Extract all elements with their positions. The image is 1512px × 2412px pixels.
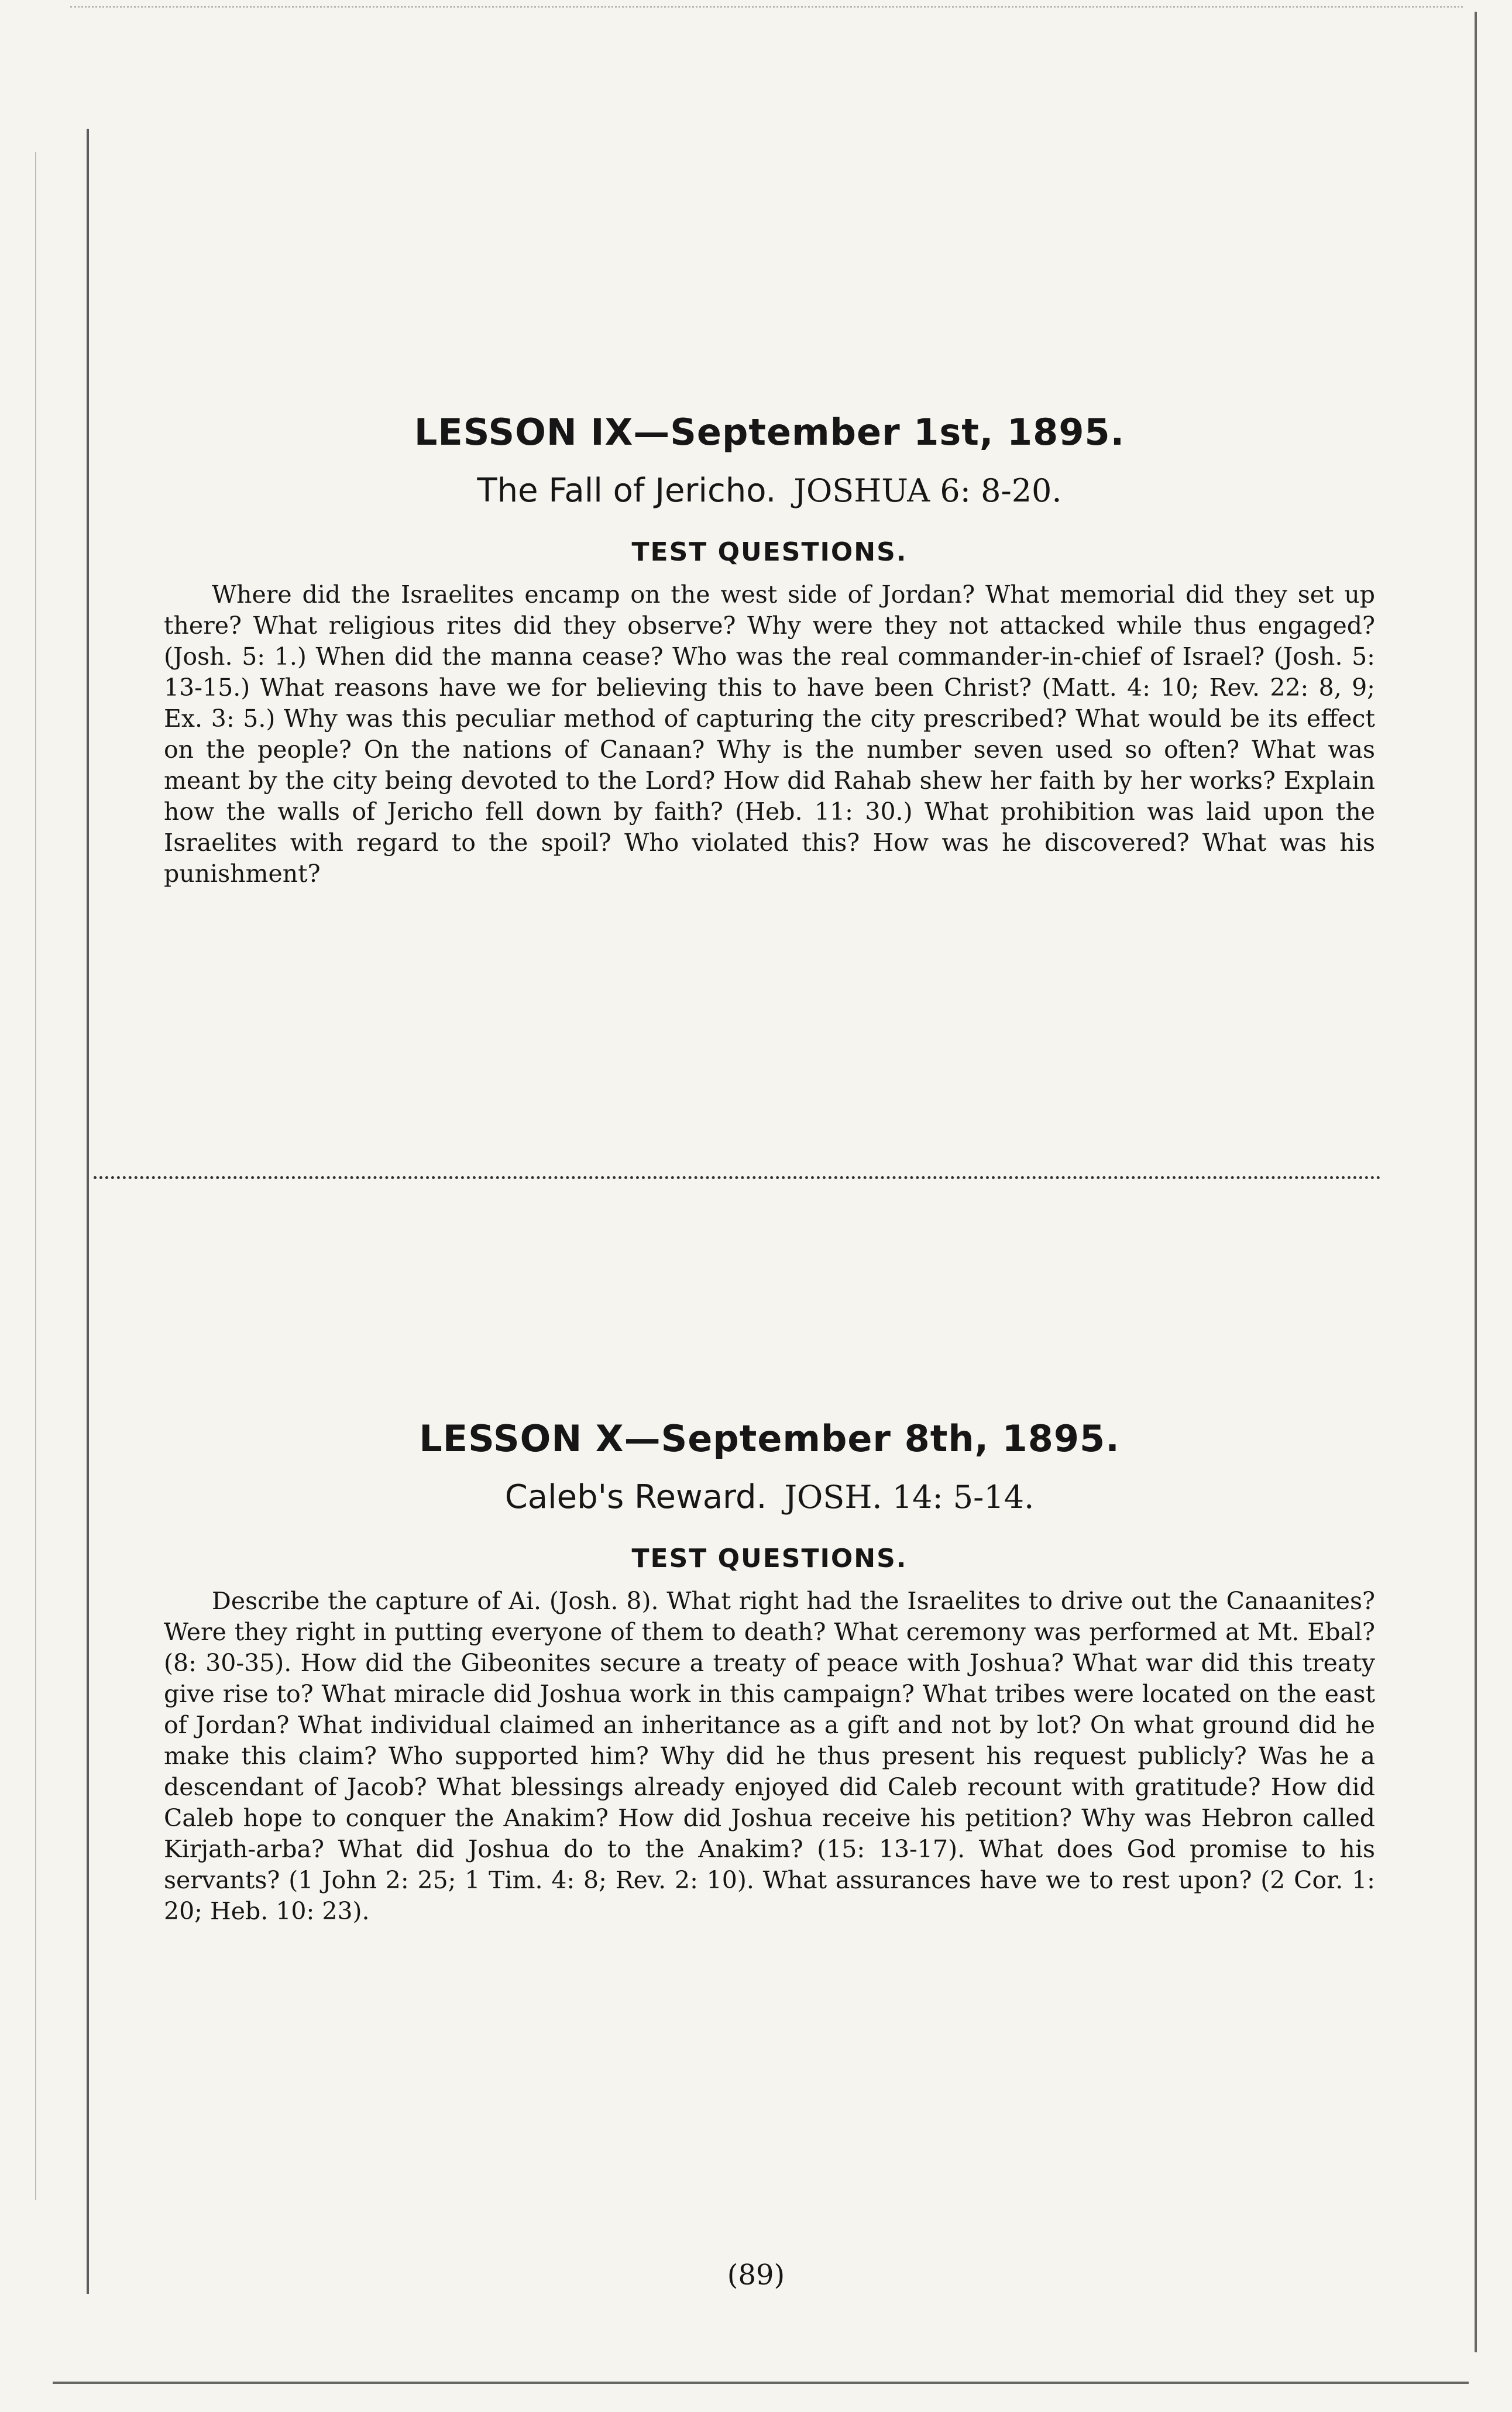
lesson-subheading bbox=[164, 1475, 1375, 1528]
page-number: (89) bbox=[727, 2259, 785, 2291]
test-questions-label: TEST QUESTIONS. bbox=[631, 537, 908, 567]
questions-paragraph: Where did the Israelites encamp on the west side of Jordan? What memorial did they set up there? What religious rites did they observe? Why were they not attacked while thus engaged? (Josh. 5: 1.) When did the manna cease? Who was the real commander-in-chief of Israel? (Josh. 5: 13-15.) What reasons have we for believing this to have been Christ? (Matt. 4: 10; Rev. 22: 8, 9; Ex. 3: 5.) Why was this peculiar method of capturing the city prescribed? What would be its effect on the people? On the nations of Canaan? Why is the number seven used so often? What was meant by the city being devoted to the Lord? How did Rahab shew her faith by her works? Explain how the walls of Jericho fell down by faith? (Heb. 11: 30.) What prohibition was laid upon the Israelites with regard to the spoil? Who violated this? How was he discovered? What was his punishment? bbox=[164, 580, 1375, 888]
lesson-section bbox=[164, 410, 1375, 889]
page-top-edge bbox=[70, 6, 1463, 8]
lesson-subheading bbox=[164, 468, 1375, 522]
scripture-reference: JOSH. 14: 5-14. bbox=[784, 1479, 1035, 1516]
lesson-title: Caleb's Reward. bbox=[504, 1478, 767, 1516]
lesson-title: The Fall of Jericho. bbox=[477, 472, 776, 510]
lesson-section bbox=[164, 1416, 1375, 1927]
test-questions-label: TEST QUESTIONS. bbox=[631, 1544, 908, 1573]
page-bottom-edge bbox=[53, 2382, 1469, 2384]
lesson-heading: LESSON IX—September 1st, 1895. bbox=[414, 411, 1125, 453]
page-right-edge bbox=[1475, 12, 1477, 2352]
page-left-edge bbox=[87, 129, 89, 2294]
page-binding-edge bbox=[35, 152, 36, 2200]
section-divider bbox=[94, 1176, 1381, 1179]
questions-paragraph: Describe the capture of Ai. (Josh. 8). What right had the Israelites to drive out the Canaanites? Were they right in putting everyone of them to death? What ceremony was performed at Mt. Ebal? (8: 30-35). How did the Gibeonites secure a treaty of peace with Joshua? What war did this treaty give rise to? What miracle did Joshua work in this campaign? What tribes were located on the east of Jordan? What individual claimed an inheritance as a gift and not by lot? On what ground did he make this claim? Who supported him? Why did he thus present his request publicly? Was he a descendant of Jacob? What blessings already enjoyed did Caleb recount with gratitude? How did Caleb hope to conquer the Anakim? How did Joshua receive his petition? Why was Hebron called Kirjath-arba? What did Joshua do to the Anakim? (15: 13-17). What does God promise to his servants? (1 John 2: 25; 1 Tim. 4: 8; Rev. 2: 10). What assurances have we to rest upon? (2 Cor. 1: 20; Heb. 10: 23). bbox=[164, 1587, 1375, 1925]
lesson-heading: LESSON X—September 8th, 1895. bbox=[419, 1417, 1120, 1460]
scripture-reference: JOSHUA 6: 8-20. bbox=[793, 472, 1062, 509]
